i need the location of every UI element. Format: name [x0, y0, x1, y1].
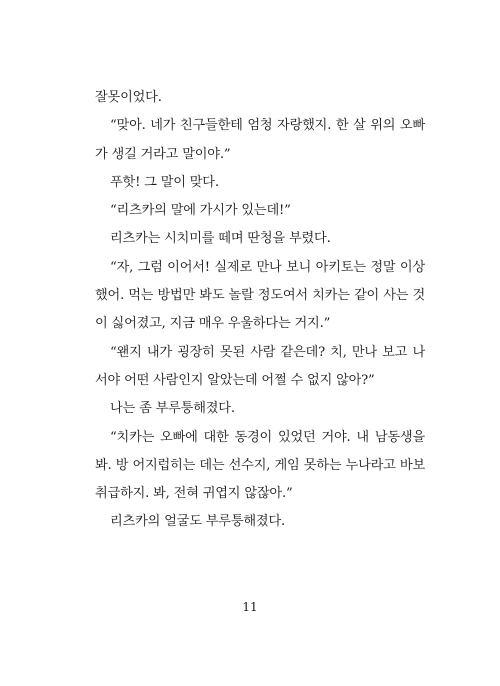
paragraph-dialogue: “치카는 오빠에 대한 동경이 있었던 거야. 내 남동생을 봐. 방 어지럽히는 데는 선수지, 게임 못하는 누나라고 바보 취급하지. 봐, 전혀 귀엽지 않잖아.”: [95, 429, 425, 502]
paragraph-dialogue: “자, 그럼 이어서! 실제로 만나 보니 아키토는 정말 이상했어. 먹는 방법만 봐도 놀랄 정도여서 치카는 같이 사는 것이 싫어졌고, 지금 매우 우울하다는 거지.”: [95, 259, 425, 332]
paragraph-narration: 나는 좀 부루퉁해졌다.: [110, 401, 235, 417]
paragraph-narration: 리츠카의 얼굴도 부루퉁해졌다.: [110, 514, 285, 530]
paragraph-narration: 리츠카는 시치미를 떼며 딴청을 부렸다.: [110, 231, 331, 247]
paragraph-dialogue: “왠지 내가 굉장히 못된 사람 같은데? 치, 만나 보고 나서야 어떤 사람인지 알았는데 어쩔 수 없지 않아?”: [95, 344, 425, 388]
paragraph-dialogue: “리츠카의 말에 가시가 있는데!”: [110, 203, 291, 219]
paragraph-continuation: 잘못이었다.: [95, 90, 162, 105]
body-text: [95, 84, 425, 537]
paragraph-dialogue: “맞아. 네가 친구들한테 엄청 자랑했지. 한 살 위의 오빠가 생길 거라고 말이야.”: [95, 118, 425, 162]
page-number: 11: [242, 600, 258, 614]
paragraph-narration: 푸핫! 그 말이 맞다.: [110, 174, 219, 190]
